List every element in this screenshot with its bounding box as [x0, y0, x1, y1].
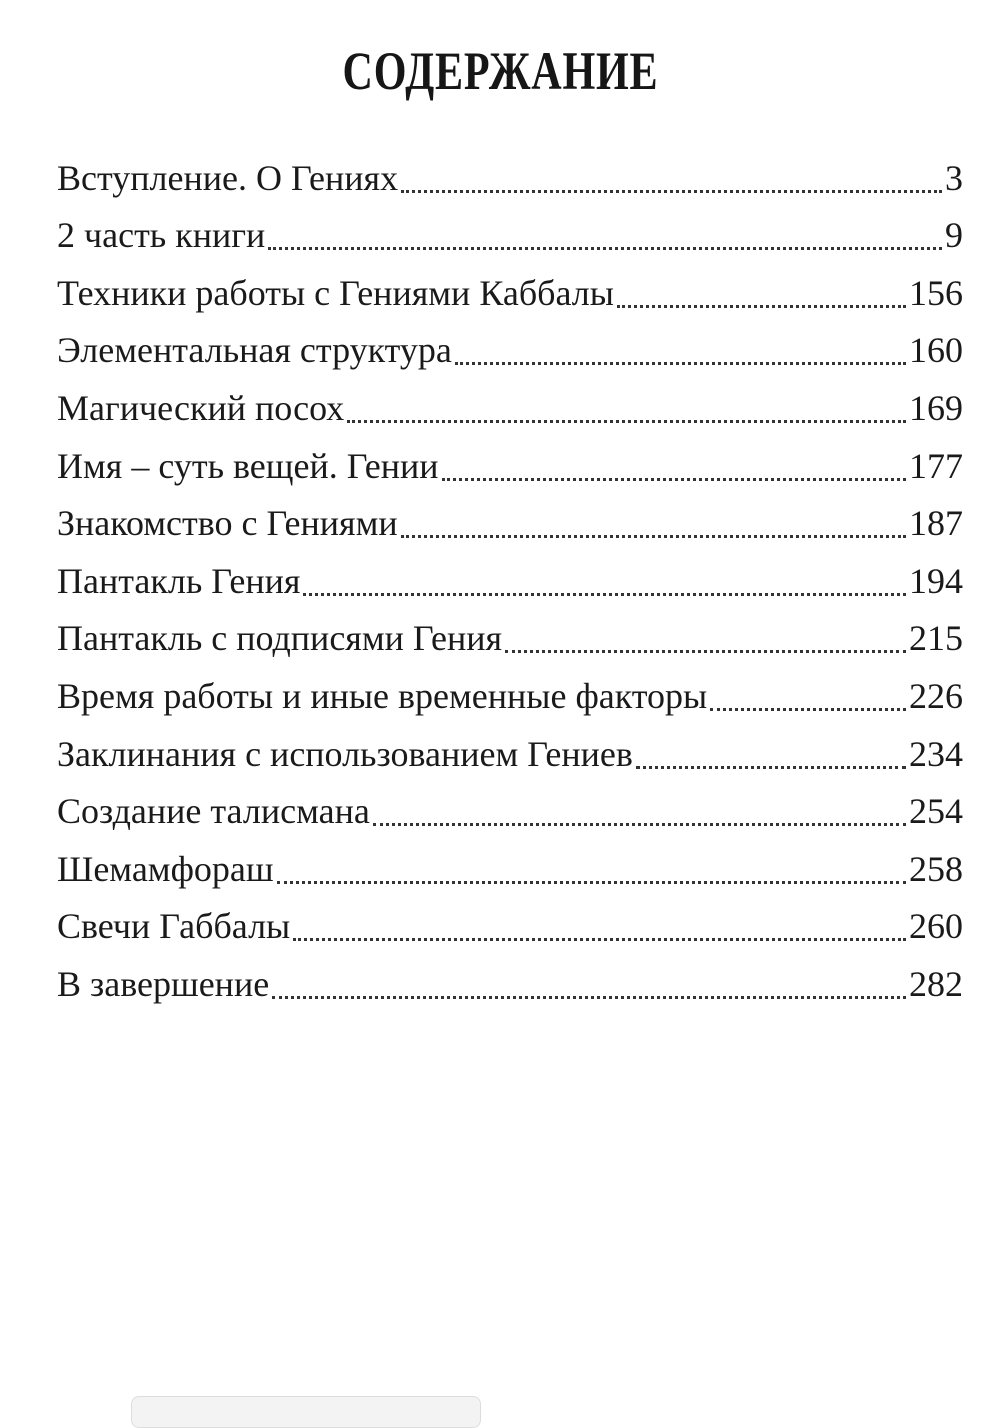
- toc-entry-label: Вступление. О Гениях: [57, 157, 399, 198]
- dot-leader: [373, 822, 906, 826]
- toc-entry-page: 187: [909, 503, 963, 544]
- dot-leader: [272, 995, 906, 999]
- toc-entry-page: 194: [909, 560, 963, 601]
- toc-entry: [57, 548, 963, 606]
- toc-entry: [57, 836, 963, 894]
- bottom-bar: [131, 1396, 481, 1428]
- toc-entry-label: Имя – суть вещей. Гении: [57, 445, 439, 486]
- toc-entry-page: 254: [909, 791, 963, 832]
- table-of-contents: [57, 145, 963, 1009]
- toc-entry: [57, 260, 963, 318]
- dot-leader: [401, 534, 906, 538]
- toc-entry: [57, 203, 963, 261]
- toc-entry-page: 215: [909, 618, 963, 659]
- toc-entry-label: Время работы и иные временные факторы: [57, 675, 708, 716]
- toc-entry: [57, 491, 963, 549]
- toc-entry: [57, 433, 963, 491]
- dot-leader: [710, 707, 906, 711]
- toc-entry-page: 258: [909, 848, 963, 889]
- toc-entry: [57, 721, 963, 779]
- toc-entry-label: 2 часть книги: [57, 215, 266, 256]
- dot-leader: [617, 304, 906, 308]
- dot-leader: [293, 937, 906, 941]
- toc-entry: [57, 606, 963, 664]
- dot-leader: [455, 361, 906, 365]
- toc-entry: [57, 663, 963, 721]
- toc-entry-page: 226: [909, 675, 963, 716]
- toc-entry-label: Пантакль с подписями Гения: [57, 618, 503, 659]
- toc-entry-page: 3: [945, 157, 963, 198]
- page-title: [0, 40, 1000, 102]
- toc-entry-page: 9: [945, 215, 963, 256]
- toc-entry-label: Создание талисмана: [57, 791, 370, 832]
- toc-entry-page: 282: [909, 963, 963, 1004]
- page-title-text: СОДЕРЖАНИЕ: [342, 41, 658, 101]
- toc-entry-label: Пантакль Гения: [57, 560, 301, 601]
- dot-leader: [268, 246, 942, 250]
- toc-entry-label: Шемамфораш: [57, 848, 274, 889]
- dot-leader: [636, 765, 906, 769]
- toc-entry: [57, 318, 963, 376]
- dot-leader: [442, 477, 906, 481]
- toc-entry: [57, 145, 963, 203]
- toc-entry-page: 177: [909, 445, 963, 486]
- toc-entry-page: 260: [909, 906, 963, 947]
- toc-entry-label: Магический посох: [57, 387, 345, 428]
- toc-entry-label: Знакомство с Гениями: [57, 503, 398, 544]
- toc-entry-page: 234: [909, 733, 963, 774]
- toc-entry-label: Элементальная структура: [57, 330, 452, 371]
- toc-entry: [57, 951, 963, 1009]
- toc-entry: [57, 375, 963, 433]
- dot-leader: [277, 880, 906, 884]
- toc-entry-page: 169: [909, 387, 963, 428]
- toc-entry-page: 156: [909, 272, 963, 313]
- dot-leader: [505, 649, 906, 653]
- toc-entry-label: Заклинания с использованием Гениев: [57, 733, 633, 774]
- toc-entry-label: Свечи Габбалы: [57, 906, 291, 947]
- toc-entry: [57, 894, 963, 952]
- toc-entry-label: Техники работы с Гениями Каббалы: [57, 272, 614, 313]
- dot-leader: [401, 189, 942, 193]
- dot-leader: [303, 592, 906, 596]
- toc-entry-label: В завершение: [57, 963, 270, 1004]
- toc-entry-page: 160: [909, 330, 963, 371]
- toc-entry: [57, 779, 963, 837]
- dot-leader: [347, 419, 906, 423]
